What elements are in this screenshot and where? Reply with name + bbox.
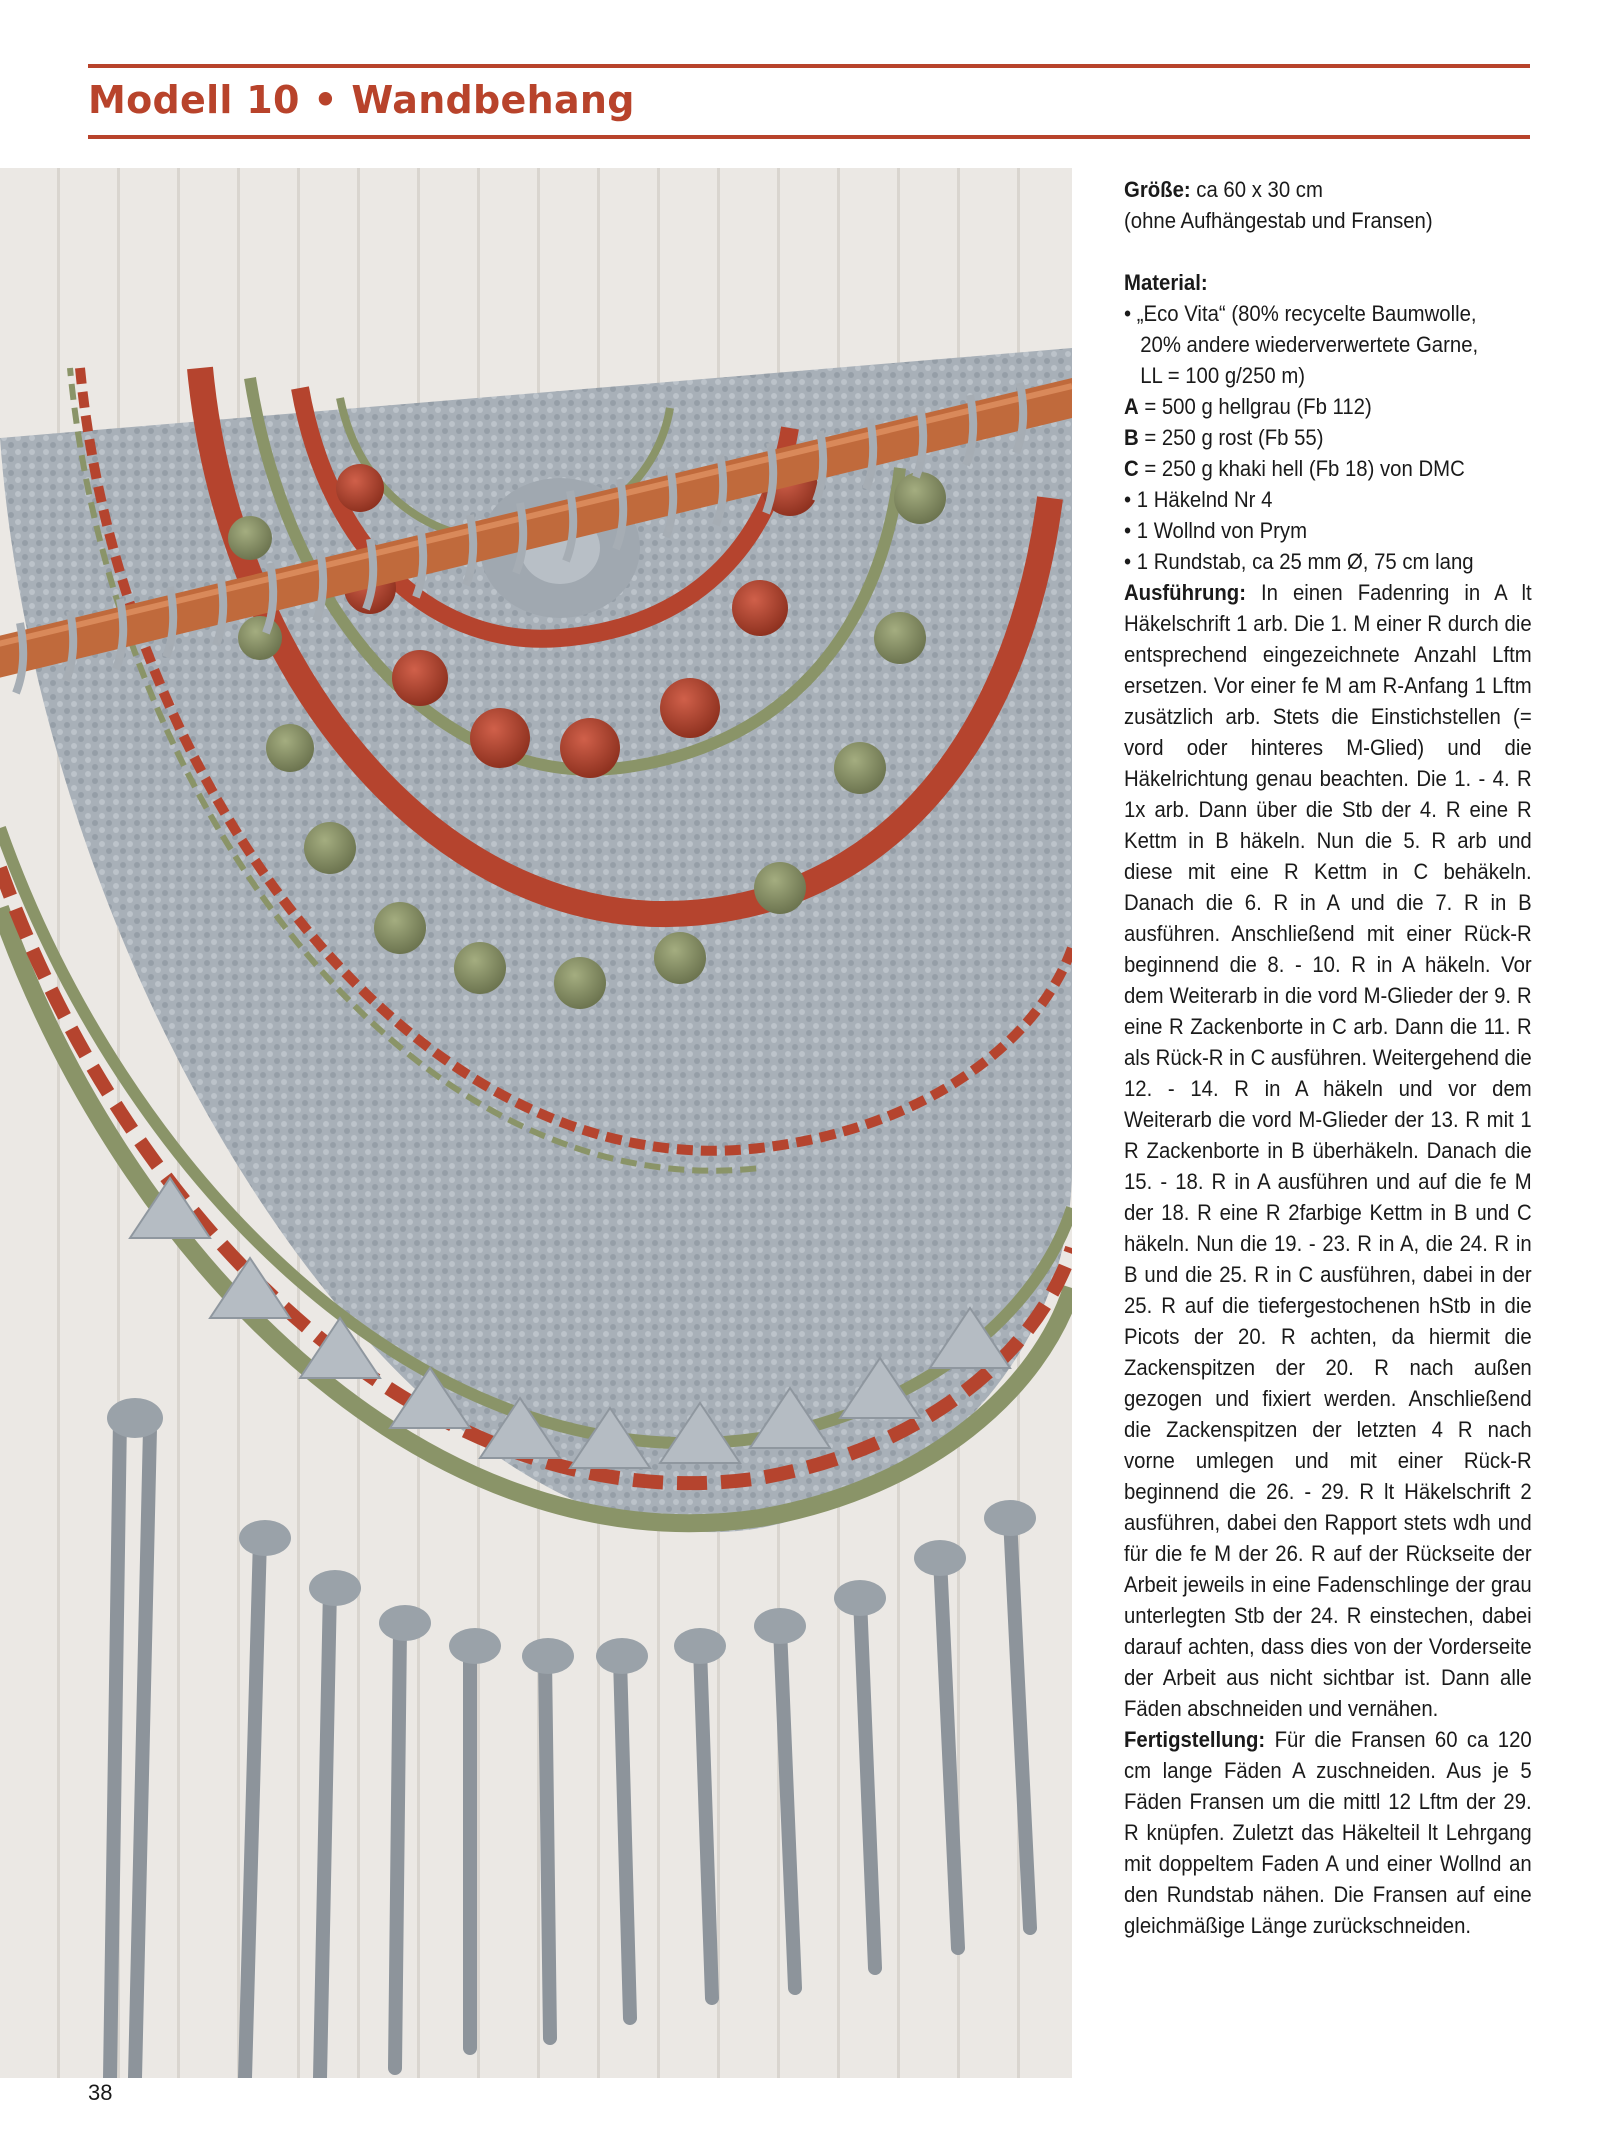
instructions-column [1124, 174, 1532, 1941]
size-label: Größe: [1124, 177, 1191, 202]
tool-line: • 1 Wollnd von Prym [1124, 518, 1308, 543]
header-rule-bottom [88, 135, 1530, 139]
color-key: B [1124, 425, 1139, 450]
color-desc: = 250 g khaki hell (Fb 18) von DMC [1138, 456, 1465, 481]
color-c-line [1124, 453, 1532, 484]
size-line [1124, 174, 1532, 205]
color-desc: = 250 g rost (Fb 55) [1138, 425, 1324, 450]
size-note: (ohne Aufhängestab und Fransen) [1124, 208, 1433, 233]
finish-label: Fertigstellung: [1124, 1727, 1266, 1752]
size-value: ca 60 x 30 cm [1190, 177, 1323, 202]
color-b-line [1124, 422, 1532, 453]
header-rule-top [88, 64, 1530, 68]
finish-text: Für die Fransen 60 ca 120 cm lange Fäden A zuschneiden. Aus je 5 Fäden Fransen um die mittl 12 Lftm der 29. R knüpfen. Zuletzt das Häkelteil lt Lehrgang mit doppeltem Faden A und einer Wollnd an den Rundstab nähen. Die Fransen auf eine gleichmäßige Länge zurückschneiden. [1124, 1727, 1532, 1938]
color-key: C [1124, 456, 1139, 481]
page-title: Modell 10 • Wandbehang [88, 78, 635, 122]
material-label: Material: [1124, 270, 1208, 295]
material-line: LL = 100 g/250 m) [1140, 363, 1306, 388]
finish-paragraph [1124, 1724, 1532, 1941]
spacer [1124, 236, 1532, 267]
tool-line: • 1 Rundstab, ca 25 mm Ø, 75 cm lang [1124, 549, 1474, 574]
wall-hanging-photo [0, 168, 1072, 2078]
color-key: A [1124, 394, 1139, 419]
material-line: • „Eco Vita“ (80% recycelte Baumwolle, [1124, 301, 1477, 326]
execution-paragraph [1124, 577, 1532, 1724]
material-label-line [1124, 267, 1532, 298]
execution-label: Ausführung: [1124, 580, 1246, 605]
execution-text: In einen Fadenring in A lt Häkelschrift 1 arb. Die 1. M einer R durch die entsprechend eingezeichnete Anzahl Lftm ersetzen. Vor einer fe M am R-Anfang 1 Lftm zusätzlich arb. Stets die Einstichstellen (= vord oder hinteres M-Glied) und die Häkelrichtung genau beachten. Die 1. - 4. R 1x arb. Dann über die Stb der 4. R eine R Kettm in B häkeln. Nun die 5. R arb und diese mit eine R Kettm in C behäkeln. Danach die 6. R in A und die 7. R in B ausführen. Anschließend mit einer Rück-R beginnend die 8. - 10. R in A häkeln. Vor dem Weiterarb in die vord M-Glieder der 9. R eine R Zackenborte in C arb. Dann die 11. R als Rück-R in C ausführen. Weitergehend die 12. - 14. R in A häkeln und vor dem Weiterarb die vord M-Glieder der 13. R mit 1 R Zackenborte in B überhäkeln. Danach die 15. - 18. R in A ausführen und auf die fe M der 18. R eine R 2farbige Kettm in B und C häkeln. Nun die 19. - 23. R in A, die 24. R in B und die 25. R in C ausführen, dabei in der 25. R auf die tiefergestochenen hStb in die Picots der 20. R achten, da hiermit die Zackenspitzen der 20. R nach außen gezogen und fixiert werden. Anschließend die Zackenspitzen der letzten 4 R nach vorne umlegen und mit einer Rück-R beginnend die 26. - 29. R lt Häkelschrift 2 ausführen, dabei den Rapport stets wdh und für die fe M der 26. R auf der Rückseite der Arbeit jeweils in eine Fadenschlinge der grau unterlegten Stb der 24. R einstechen, dabei darauf achten, dass dies von der Vorderseite der Arbeit aus nicht sichtbar ist. Dann alle Fäden abschneiden und vernähen. [1124, 580, 1532, 1721]
material-line: 20% andere wiederverwertete Garne, [1140, 332, 1479, 357]
color-a-line [1124, 391, 1532, 422]
page-number: 38 [88, 2080, 113, 2105]
color-desc: = 500 g hellgrau (Fb 112) [1138, 394, 1372, 419]
tool-line: • 1 Häkelnd Nr 4 [1124, 487, 1273, 512]
